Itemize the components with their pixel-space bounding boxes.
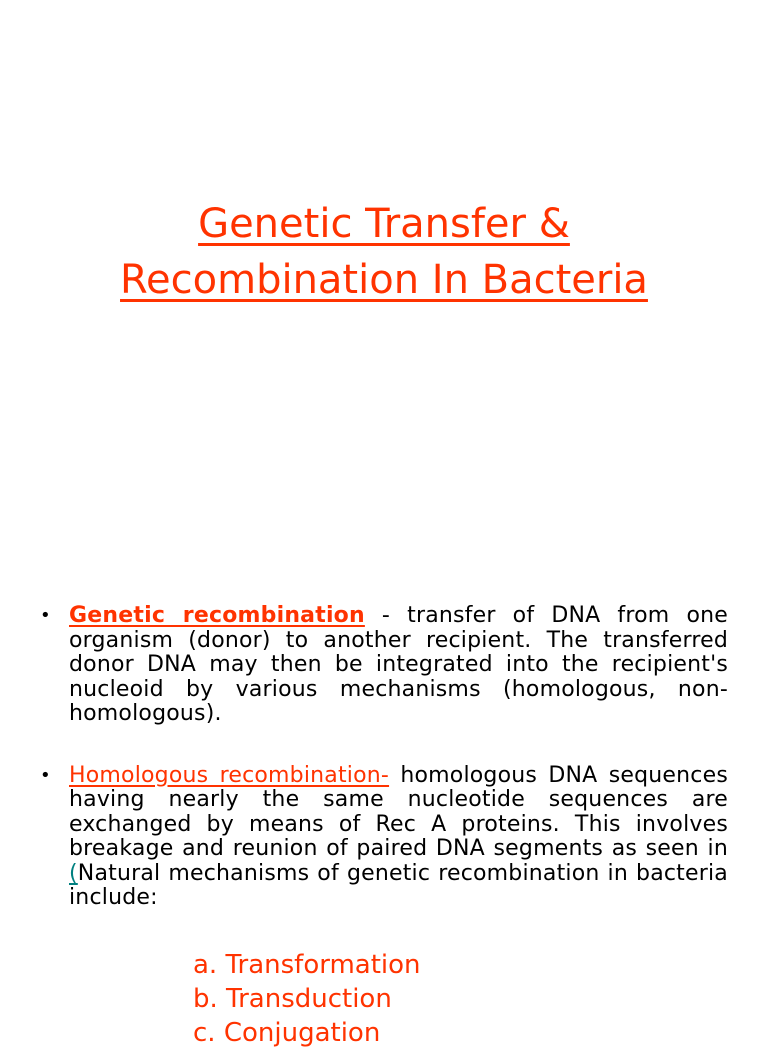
open-paren: ( (69, 860, 78, 886)
page-title (0, 196, 768, 308)
mechanism-conjugation: c. Conjugation (193, 1018, 381, 1048)
mechanism-list (193, 948, 421, 1050)
bullet-homologous-recombination (40, 764, 728, 911)
bullet-dot-icon: • (40, 605, 51, 626)
term-genetic-recombination: Genetic recombination (69, 603, 365, 628)
title-line-1: Genetic Transfer & (198, 201, 570, 247)
bullet-genetic-recombination (40, 604, 728, 727)
bullet-text-before: homologous DNA sequences having nearly the same nucleotide sequences are exchanged by means of Rec A proteins. This involves breakage and reunion of paired DNA segments as seen in (69, 762, 728, 861)
mechanism-transformation: a. Transformation (193, 950, 421, 980)
bullet-list (40, 604, 728, 911)
term-homologous-recombination: Homologous recombination- (69, 762, 390, 788)
bullet-text: - transfer of DNA from one organism (donor) to another recipient. The transferred donor DNA may then be integrated into the recipient's nucleoid by various mechanisms (homologous, non-homologous). (69, 603, 729, 726)
bullet-dot-icon: • (40, 764, 51, 786)
mechanism-transduction: b. Transduction (193, 984, 392, 1014)
bullet-text-after: Natural mechanisms of genetic recombination in bacteria include: (69, 860, 728, 910)
title-line-2: Recombination In Bacteria (120, 257, 648, 303)
